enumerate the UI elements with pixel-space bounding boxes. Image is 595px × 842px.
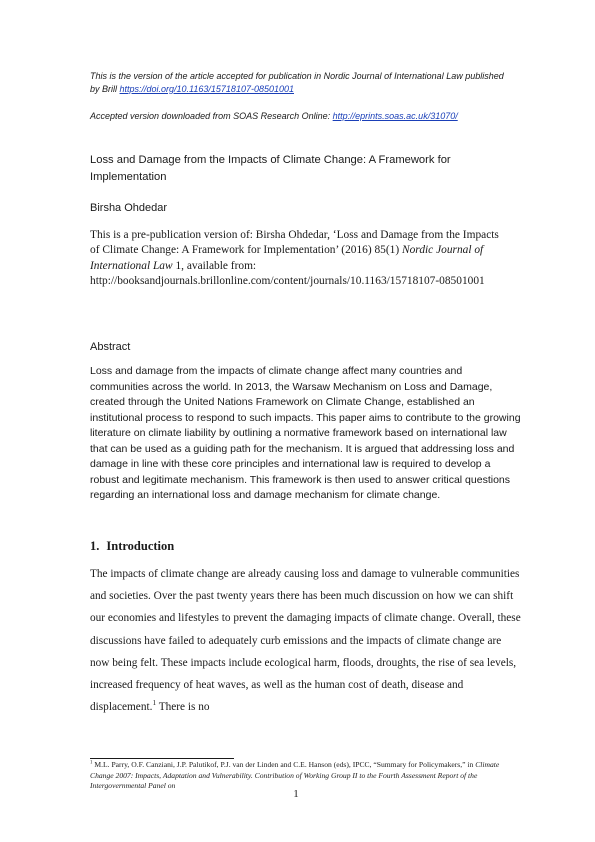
accepted-version-notice: [90, 110, 510, 123]
section-heading-introduction: [90, 539, 510, 554]
eprints-link[interactable]: http://eprints.soas.ac.uk/31070/: [332, 111, 458, 121]
publication-notice: [90, 70, 510, 95]
doi-link[interactable]: https://doi.org/10.1163/15718107-08501001: [119, 83, 294, 94]
introduction-text-continued: There is no: [156, 701, 210, 714]
citation-note: [90, 228, 510, 289]
citation-journal: Nordic Journal of International Law: [90, 244, 484, 272]
footnote-1: [90, 760, 510, 792]
section-number: 1.: [90, 539, 100, 553]
introduction-paragraph: [90, 563, 522, 718]
footnote-marker: 1: [90, 760, 93, 766]
accepted-version-text: Accepted version downloaded from SOAS Research Online:: [90, 111, 333, 121]
footnote-reference[interactable]: 1: [152, 698, 157, 708]
article-title: Loss and Damage from the Impacts of Climate Change: A Framework for Implementation: [90, 154, 451, 183]
citation-availability: 1, available from: http://booksandjournals.brillonline.com/content/journals/10.1163/15718107-08501001: [90, 259, 485, 287]
introduction-text: The impacts of climate change are already causing loss and damage to vulnerable communities and societies. Over the past twenty years there has been much discussion on how we can shift our economies and lifestyles to prevent the damaging impacts of climate change. Overall, these discussions have failed to adequately curb emissions and the impacts of climate change are now being felt. These impacts include ecological harm, floods, droughts, the rise of sea levels, increased frequency of heat waves, as well as the human cost of death, disease and displacement.: [90, 568, 521, 714]
citation-text: This is a pre-publication version of: Birsha Ohdedar, ‘Loss and Damage from the Impacts of Climate Change: A Framework for Implementation’ (2016) 85(1): [90, 229, 499, 257]
section-title: Introduction: [106, 539, 175, 553]
footnote-text: M.L. Parry, O.F. Canziani, J.P. Palutikof, P.J. van der Linden and C.E. Hanson (eds), IPCC, “Summary for Policymakers,” in: [92, 760, 476, 769]
abstract-body: Loss and damage from the impacts of climate change affect many countries and communities across the world. In 2013, the Warsaw Mechanism on Loss and Damage, created through the United Nations Framework on Climate Change, established an institutional process to respond to such impacts. This paper aims to contribute to the growing literature on climate liability by outlining a normative framework based on international law that can be used as a guiding path for the mechanism. It is argued that addressing loss and damage in line with these core principles and international law is required to develop a robust and legitimate mechanism. This framework is then used to answer critical questions regarding an international loss and damage mechanism for climate change.: [90, 365, 521, 501]
author-name: Birsha Ohdedar: [90, 202, 168, 214]
page-number: 1: [293, 788, 299, 800]
footnote-divider: [90, 758, 234, 759]
publication-notice-text: This is the version of the article accepted for publication in Nordic Journal of International Law published by Brill: [90, 71, 504, 94]
footnote-italic-text: Climate Change 2007: Impacts, Adaptation and Vulnerability. Contribution of Working Group II to the Fourth Assessment Report of the Intergovernmental Panel on: [90, 760, 500, 790]
abstract-heading: Abstract: [90, 341, 131, 353]
